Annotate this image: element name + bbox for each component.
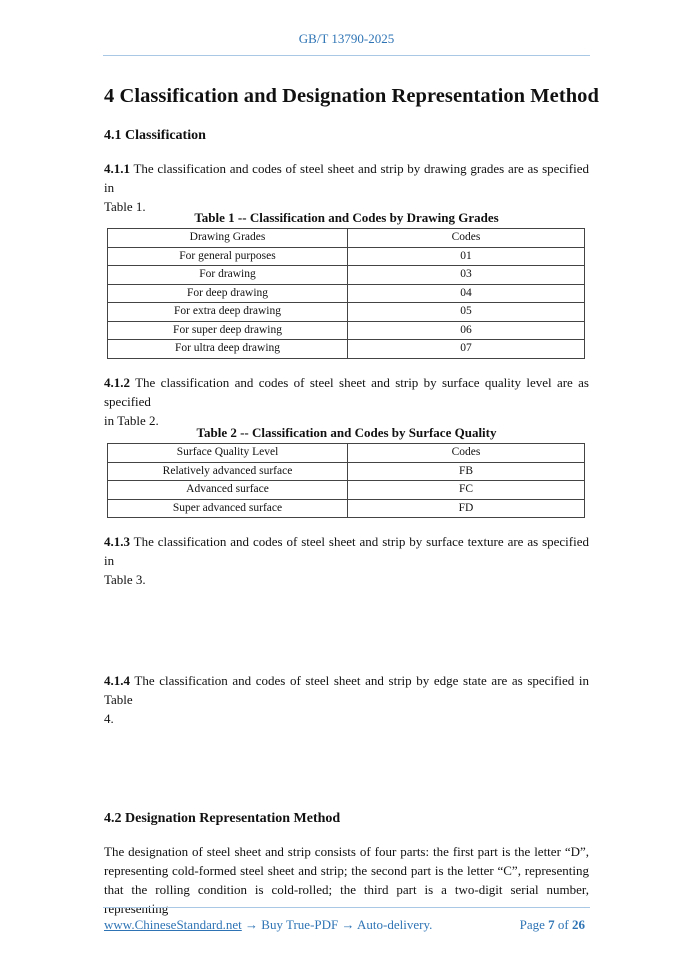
page-label: Page bbox=[519, 917, 545, 932]
table-cell: 05 bbox=[348, 303, 585, 322]
table-row bbox=[108, 499, 585, 518]
section-4-1-heading: 4.1 Classification bbox=[104, 128, 206, 143]
table-row bbox=[108, 321, 585, 340]
clause-number: 4.1.4 bbox=[104, 673, 130, 688]
table-cell: For deep drawing bbox=[108, 284, 348, 303]
section-4-2-heading: 4.2 Designation Representation Method bbox=[104, 811, 341, 826]
table-cell: FB bbox=[348, 462, 585, 481]
table-cell: 01 bbox=[348, 247, 585, 266]
table-row bbox=[108, 462, 585, 481]
table-cell: 07 bbox=[348, 340, 585, 359]
table-row bbox=[108, 266, 585, 285]
paragraph-text: The classification and codes of steel sheet and strip by surface quality level are as specified bbox=[104, 375, 589, 409]
page-indicator bbox=[520, 917, 585, 933]
column-header: Codes bbox=[348, 444, 585, 463]
table-row bbox=[108, 247, 585, 266]
footer-step-buy: Buy True-PDF bbox=[258, 917, 342, 932]
table-row bbox=[108, 303, 585, 322]
header-divider bbox=[103, 55, 590, 56]
of-label: of bbox=[557, 917, 569, 932]
table-cell: 04 bbox=[348, 284, 585, 303]
table-cell: Advanced surface bbox=[108, 481, 348, 500]
table-2-surface-quality bbox=[107, 443, 585, 518]
arrow-right-icon: → bbox=[341, 917, 355, 932]
paragraph-text: The classification and codes of steel sheet and strip by drawing grades are as specified in bbox=[104, 161, 589, 195]
document-id-header: GB/T 13790-2025 bbox=[298, 31, 395, 46]
website-link[interactable]: www.ChineseStandard.net bbox=[104, 917, 242, 932]
table-cell: FC bbox=[348, 481, 585, 500]
paragraph-text: The classification and codes of steel sheet and strip by surface texture are as specified in bbox=[104, 534, 589, 568]
table-cell: For general purposes bbox=[108, 247, 348, 266]
paragraph-line: The designation of steel sheet and strip consists of four parts: the first part is the letter “D”, bbox=[104, 844, 589, 859]
table-cell: 06 bbox=[348, 321, 585, 340]
table-cell: 03 bbox=[348, 266, 585, 285]
table-row bbox=[108, 284, 585, 303]
table-header-row bbox=[108, 444, 585, 463]
column-header: Codes bbox=[348, 229, 585, 248]
paragraph-4-1-2 bbox=[104, 373, 589, 430]
clause-number: 4.1.1 bbox=[104, 161, 130, 176]
table-cell: Relatively advanced surface bbox=[108, 462, 348, 481]
paragraph-4-1-1 bbox=[104, 159, 589, 216]
paragraph-text: in Table 2. bbox=[104, 413, 159, 428]
table-cell: FD bbox=[348, 499, 585, 518]
table-cell: For extra deep drawing bbox=[108, 303, 348, 322]
total-page-count: 26 bbox=[572, 917, 585, 932]
paragraph-4-1-3 bbox=[104, 532, 589, 589]
paragraph-line: that the rolling condition is cold-rolled; the third part is a two-digit serial number, representing bbox=[104, 882, 589, 916]
footer-step-delivery: Auto-delivery. bbox=[354, 917, 433, 932]
column-header: Drawing Grades bbox=[108, 229, 348, 248]
paragraph-text: Table 1. bbox=[104, 199, 146, 214]
table-2-caption: Table 2 -- Classification and Codes by Surface Quality bbox=[196, 425, 497, 440]
table-1-caption: Table 1 -- Classification and Codes by Drawing Grades bbox=[194, 210, 499, 225]
paragraph-line: representing cold-formed steel sheet and strip; the second part is the letter “C”, representing bbox=[104, 863, 589, 878]
clause-number: 4.1.3 bbox=[104, 534, 130, 549]
current-page-number: 7 bbox=[548, 917, 555, 932]
table-cell: For super deep drawing bbox=[108, 321, 348, 340]
paragraph-text: The classification and codes of steel sheet and strip by edge state are as specified in Table bbox=[104, 673, 589, 707]
paragraph-4-1-4 bbox=[104, 671, 589, 728]
section-4-heading: 4 Classification and Designation Representation Method bbox=[104, 85, 599, 107]
column-header: Surface Quality Level bbox=[108, 444, 348, 463]
table-header-row bbox=[108, 229, 585, 248]
paragraph-text: Table 3. bbox=[104, 572, 146, 587]
page-footer bbox=[104, 917, 590, 933]
table-row bbox=[108, 340, 585, 359]
table-row bbox=[108, 481, 585, 500]
table-cell: Super advanced surface bbox=[108, 499, 348, 518]
arrow-right-icon: → bbox=[245, 917, 259, 932]
footer-divider bbox=[103, 907, 590, 908]
clause-number: 4.1.2 bbox=[104, 375, 130, 390]
table-1-drawing-grades bbox=[107, 228, 585, 359]
paragraph-text: 4. bbox=[104, 711, 114, 726]
table-cell: For ultra deep drawing bbox=[108, 340, 348, 359]
table-cell: For drawing bbox=[108, 266, 348, 285]
